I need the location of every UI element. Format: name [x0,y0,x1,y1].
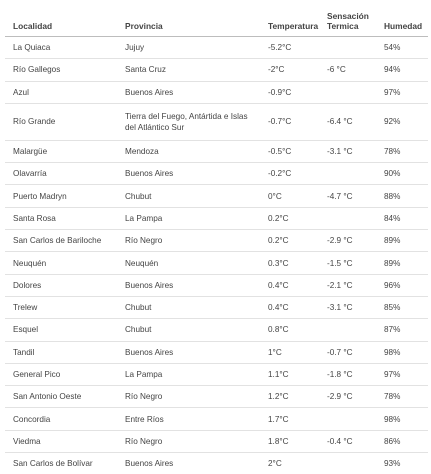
cell-localidad: Azul [5,81,117,103]
cell-localidad: Viedma [5,430,117,452]
cell-localidad: Tandil [5,341,117,363]
cell-temperatura: 0°C [260,185,323,207]
header-sensacion: Sensación Termica [323,0,376,37]
cell-temperatura: -2°C [260,59,323,81]
cell-humedad: 89% [376,252,428,274]
cell-temperatura: 2°C [260,453,323,474]
cell-temperatura: 0.3°C [260,252,323,274]
cell-provincia: Río Negro [117,386,260,408]
cell-temperatura: -0.2°C [260,163,323,185]
cell-localidad: Olavarría [5,163,117,185]
cell-provincia: Buenos Aires [117,341,260,363]
cell-localidad: Trelew [5,296,117,318]
table-row [5,37,428,59]
header-row [5,0,428,37]
cell-localidad: San Antonio Oeste [5,386,117,408]
cell-temperatura: 1.1°C [260,363,323,385]
cell-temperatura: -0.7°C [260,103,323,140]
cell-temperatura: -0.9°C [260,81,323,103]
table-header [5,0,428,37]
cell-humedad: 97% [376,363,428,385]
cell-localidad: San Carlos de Bariloche [5,230,117,252]
cell-temperatura: -5.2°C [260,37,323,59]
table-row [5,207,428,229]
cell-sensacion: -0.4 °C [323,430,376,452]
cell-provincia: La Pampa [117,363,260,385]
cell-temperatura: 0.2°C [260,230,323,252]
cell-humedad: 87% [376,319,428,341]
cell-humedad: 98% [376,341,428,363]
cell-sensacion: -0.7 °C [323,341,376,363]
cell-sensacion [323,163,376,185]
cell-localidad: San Carlos de Bolívar [5,453,117,474]
cell-sensacion: -6 °C [323,59,376,81]
cell-provincia: Jujuy [117,37,260,59]
cell-temperatura: 0.2°C [260,207,323,229]
cell-sensacion [323,37,376,59]
cell-sensacion: -6.4 °C [323,103,376,140]
cell-humedad: 54% [376,37,428,59]
cell-sensacion [323,408,376,430]
cell-localidad: Malargüe [5,140,117,162]
cell-temperatura: 0.4°C [260,296,323,318]
cell-localidad: Río Grande [5,103,117,140]
table-row [5,430,428,452]
cell-humedad: 88% [376,185,428,207]
cell-provincia: Chubut [117,185,260,207]
cell-provincia: Buenos Aires [117,163,260,185]
cell-localidad: General Pico [5,363,117,385]
cell-humedad: 84% [376,207,428,229]
cell-localidad: Neuquén [5,252,117,274]
table-row [5,81,428,103]
cell-sensacion [323,207,376,229]
cell-provincia: La Pampa [117,207,260,229]
cell-provincia: Río Negro [117,230,260,252]
cell-provincia: Mendoza [117,140,260,162]
cell-localidad: La Quiaca [5,37,117,59]
cell-localidad: Esquel [5,319,117,341]
header-humedad: Humedad [376,0,428,37]
table-row [5,140,428,162]
cell-sensacion: -2.1 °C [323,274,376,296]
cell-humedad: 89% [376,230,428,252]
cell-humedad: 97% [376,81,428,103]
cell-humedad: 92% [376,103,428,140]
cell-provincia: Buenos Aires [117,274,260,296]
cell-humedad: 78% [376,386,428,408]
cell-provincia: Chubut [117,319,260,341]
cell-sensacion: -2.9 °C [323,386,376,408]
cell-provincia: Buenos Aires [117,453,260,474]
header-localidad: Localidad [5,0,117,37]
cell-temperatura: 1.2°C [260,386,323,408]
weather-table [5,0,428,474]
cell-temperatura: 1°C [260,341,323,363]
cell-sensacion [323,319,376,341]
cell-provincia: Entre Ríos [117,408,260,430]
table-row [5,296,428,318]
table-row [5,59,428,81]
table-row [5,185,428,207]
cell-sensacion [323,81,376,103]
cell-sensacion: -4.7 °C [323,185,376,207]
cell-humedad: 98% [376,408,428,430]
cell-temperatura: -0.5°C [260,140,323,162]
cell-provincia: Río Negro [117,430,260,452]
cell-temperatura: 0.4°C [260,274,323,296]
table-body [5,37,428,474]
cell-humedad: 96% [376,274,428,296]
cell-sensacion: -2.9 °C [323,230,376,252]
cell-provincia: Tierra del Fuego, Antártida e Islas del Atlántico Sur [117,103,260,140]
cell-humedad: 86% [376,430,428,452]
cell-provincia: Neuquén [117,252,260,274]
cell-localidad: Puerto Madryn [5,185,117,207]
cell-humedad: 78% [376,140,428,162]
cell-temperatura: 1.7°C [260,408,323,430]
cell-sensacion: -3.1 °C [323,140,376,162]
table-row [5,274,428,296]
table-row [5,386,428,408]
cell-localidad: Río Gallegos [5,59,117,81]
cell-humedad: 93% [376,453,428,474]
header-temperatura: Temperatura [260,0,323,37]
cell-provincia: Buenos Aires [117,81,260,103]
cell-humedad: 90% [376,163,428,185]
cell-localidad: Concordia [5,408,117,430]
table-row [5,163,428,185]
header-provincia: Provincia [117,0,260,37]
cell-localidad: Santa Rosa [5,207,117,229]
cell-sensacion: -3.1 °C [323,296,376,318]
cell-humedad: 85% [376,296,428,318]
table-row [5,252,428,274]
cell-provincia: Chubut [117,296,260,318]
table-row [5,103,428,140]
cell-localidad: Dolores [5,274,117,296]
table-row [5,408,428,430]
table-row [5,319,428,341]
table-row [5,230,428,252]
table-row [5,363,428,385]
table-row [5,341,428,363]
cell-temperatura: 0.8°C [260,319,323,341]
cell-humedad: 94% [376,59,428,81]
cell-temperatura: 1.8°C [260,430,323,452]
cell-sensacion: -1.5 °C [323,252,376,274]
cell-sensacion: -1.8 °C [323,363,376,385]
cell-provincia: Santa Cruz [117,59,260,81]
